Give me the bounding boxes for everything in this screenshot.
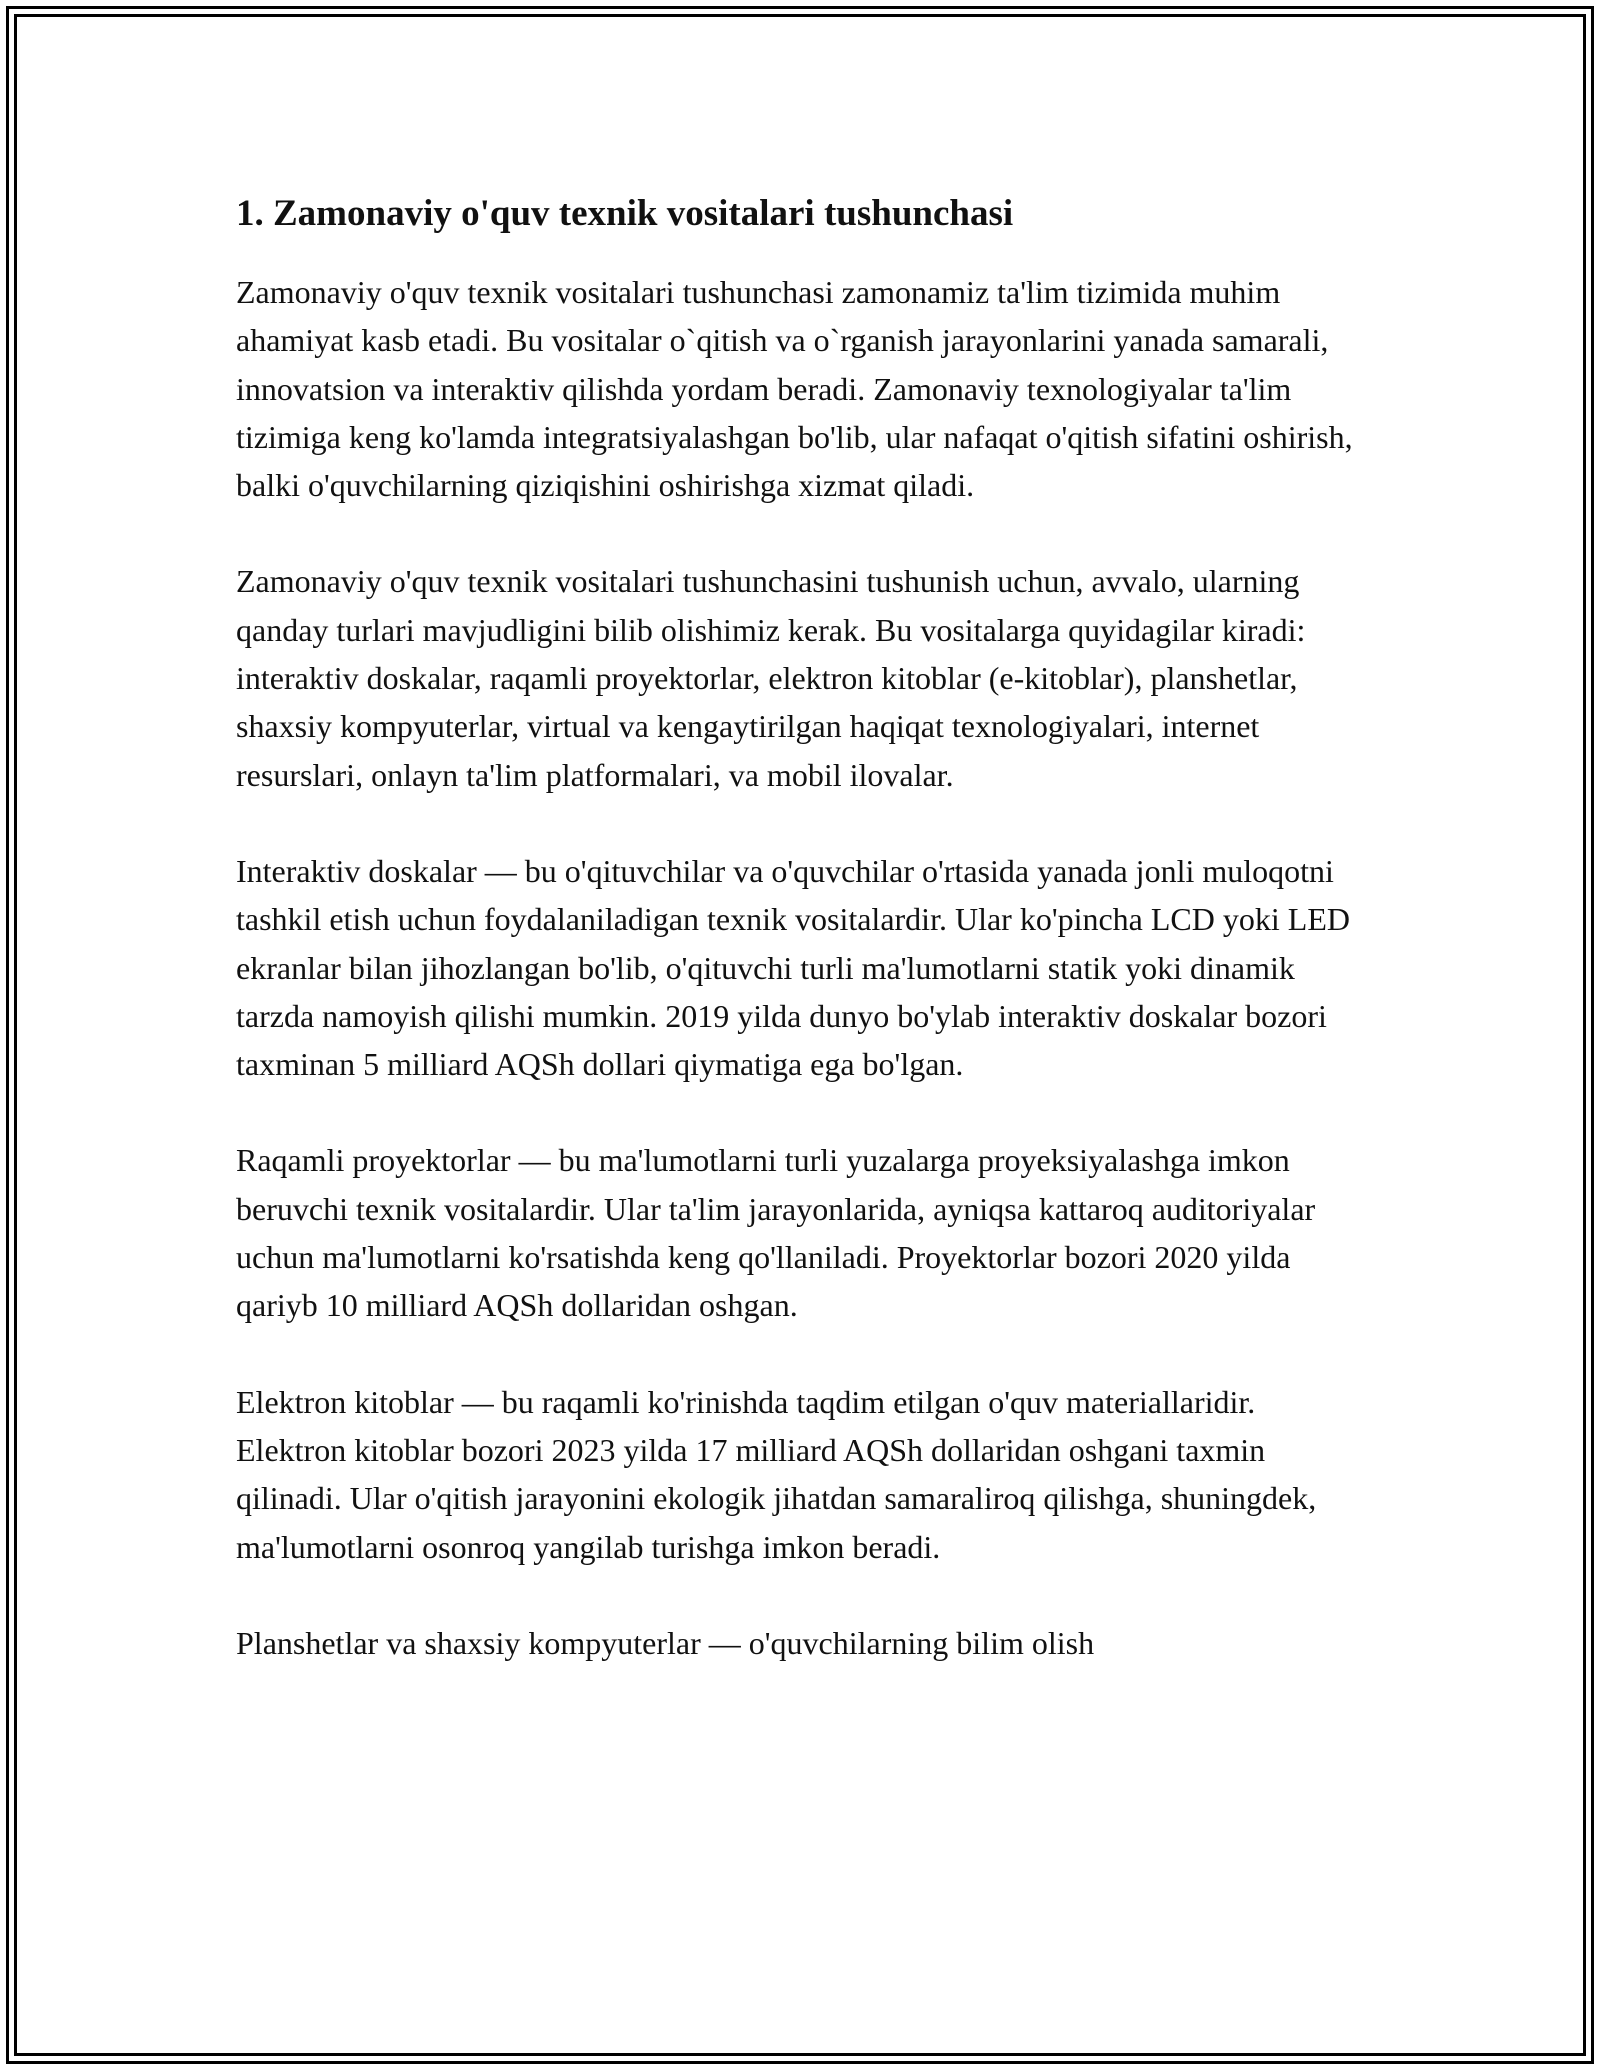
paragraph-digital-projectors: Raqamli proyektorlar — bu ma'lumotlarni turli yuzalarga proyeksiyalashga imkon beruvchi texnik vositalardir. Ular ta'lim jarayonlarida, ayniqsa kattaroq auditoriyalar uchun ma'lumotlarni ko'rsatishda keng qo'llaniladi. Proyektorlar bozori 2020 yilda qariyb 10 milliard AQSh dollaridan oshgan. [236,1142,1316,1324]
paragraph-types: Zamonaviy o'quv texnik vositalari tushunchasini tushunish uchun, avvalo, ularning qanday turlari mavjudligini bilib olishimiz kerak. Bu vositalarga quyidagilar kiradi: interaktiv doskalar, raqamli proyektorlar, elektron kitoblar (e-kitoblar), planshetlar, shaxsiy kompyuterlar, virtual va kengaytirilgan haqiqat texnologiyalari, internet resurslari, onlayn ta'lim platformalari, va mobil ilovalar. [236,563,1306,793]
paragraph-interactive-boards: Interaktiv doskalar — bu o'qituvchilar va o'quvchilar o'rtasida yanada jonli muloqotni tashkil etish uchun foydalaniladigan texnik vositalardir. Ular ko'pincha LCD yoki LED ekranlar bilan jihozlangan bo'lib, o'qituvchi turli ma'lumotlarni statik yoki dinamik tarzda namoyish qilishi mumkin. 2019 yilda dunyo bo'ylab interaktiv doskalar bozori taxminan 5 milliard AQSh dollari qiymatiga ega bo'lgan. [236,852,1350,1083]
paragraph-intro: Zamonaviy o'quv texnik vositalari tushunchasi zamonamiz ta'lim tizimida muhim ahamiyat kasb etadi. Bu vositalar o`qitish va o`rganish jarayonlarini yanada samarali, innovatsion va interaktiv qilishda yordam beradi. Zamonaviy texnologiyalar ta'lim tizimiga keng ko'lamda integratsiyalashgan bo'lib, ular nafaqat o'qitish sifatini oshirish, balki o'quvchilarning qiziqishini oshirishga xizmat qiladi. [236,274,1353,504]
paragraph-e-books: Elektron kitoblar — bu raqamli ko'rinishda taqdim etilgan o'quv materiallaridir. Elektron kitoblar bozori 2023 yilda 17 milliard AQSh dollaridan oshgani taxmin qilinadi. Ular o'qitish jarayonini ekologik jihatdan samaraliroq qilishga, shuningdek, ma'lumotlarni osonroq yangilab turishga imkon beradi. [236,1383,1317,1565]
paragraph-tablets-computers: Planshetlar va shaxsiy kompyuterlar — o'quvchilarning bilim olish [236,1624,1095,1661]
document-body [236,186,1366,1715]
section-heading: 1. Zamonaviy o'quv texnik vositalari tushunchasi [236,193,1014,234]
